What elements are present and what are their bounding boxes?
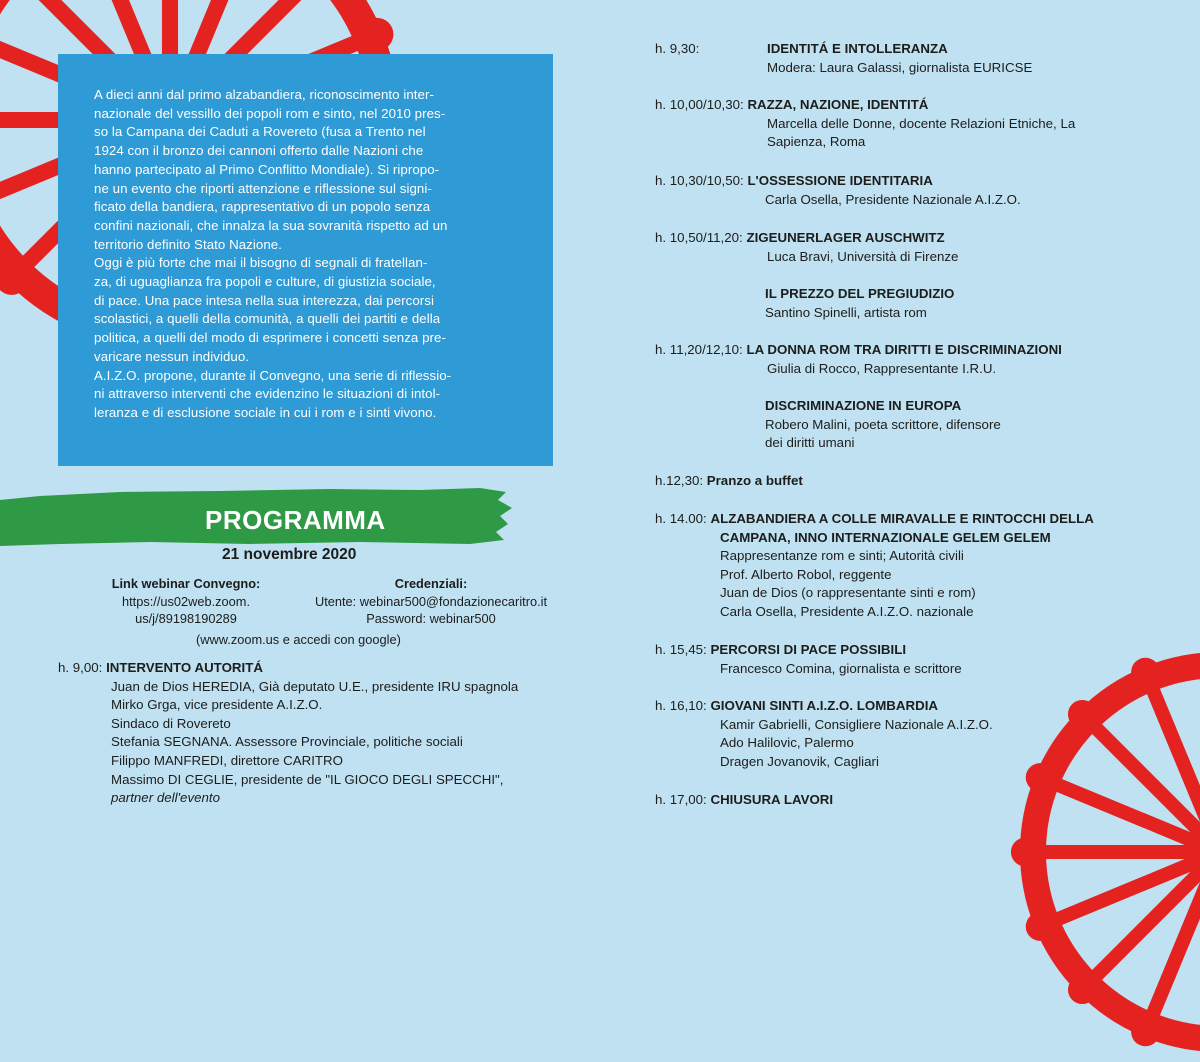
session-title: PERCORSI DI PACE POSSIBILI	[710, 642, 907, 657]
chakra-wheel-bottom-decoration	[1010, 642, 1200, 1062]
intro-line: za, di uguaglianza fra popoli e culture, di giustizia sociale,	[94, 274, 436, 290]
session-detail: Carla Osella, Presidente A.I.Z.O. nazionale	[720, 603, 974, 619]
session-detail: Santino Spinelli, artista rom	[765, 304, 927, 320]
intro-text-box	[58, 54, 553, 466]
intro-line: ne un evento che riporti attenzione e riflessione sul signi-	[94, 180, 432, 196]
speaker-line: Juan de Dios HEREDIA, Già deputato U.E., presidente IRU spagnola	[111, 678, 519, 694]
intro-line: scolastici, a quelli della comunità, a quelli dei partiti e della	[94, 311, 441, 327]
session-alzabandiera	[655, 510, 1094, 622]
session-detail: Robero Malini, poeta scrittore, difensore	[765, 416, 1001, 432]
session-title: IDENTITÁ E INTOLLERANZA	[767, 41, 948, 56]
session-time: h. 17,00:	[655, 792, 707, 807]
session-detail: Luca Bravi, Università di Firenze	[767, 248, 959, 264]
session-title: RAZZA, NAZIONE, IDENTITÁ	[747, 97, 929, 112]
session-zigeunerlager	[655, 229, 958, 266]
session-title: L'OSSESSIONE IDENTITARIA	[747, 173, 933, 188]
intro-line: leranza e di esclusione sociale in cui i rom e i sinti vivono.	[94, 404, 437, 420]
intro-line: A dieci anni dal primo alzabandiera, riconoscimento inter-	[94, 87, 434, 102]
session-detail: Sapienza, Roma	[767, 134, 866, 150]
intro-paragraph	[94, 86, 519, 423]
programma-title: PROGRAMMA	[205, 505, 386, 535]
session-title: CHIUSURA LAVORI	[710, 792, 834, 807]
session-prezzo-pregiudizio	[655, 285, 954, 322]
session-intervento-autorita	[58, 659, 518, 808]
intro-line: so la Campana dei Caduti a Rovereto (fusa a Trento nel	[94, 124, 426, 140]
programma-date: 21 novembre 2020	[222, 546, 357, 563]
session-title: Pranzo a buffet	[706, 473, 803, 488]
intro-line: politica, a quelli del modo di esprimere i concetti senza pre-	[94, 330, 446, 346]
session-title: IL PREZZO DEL PREGIUDIZIO	[765, 286, 955, 301]
session-time: h. 11,20/12,10:	[655, 342, 743, 357]
session-title: INTERVENTO AUTORITÁ	[106, 660, 263, 675]
session-time: h. 14.00:	[655, 511, 707, 526]
session-time: h.12,30:	[655, 473, 704, 488]
session-time: h. 16,10:	[655, 698, 707, 713]
session-detail: Marcella delle Donne, docente Relazioni Etniche, La	[767, 115, 1076, 131]
session-detail: Rappresentanze rom e sinti; Autorità civili	[720, 548, 964, 564]
session-time: h. 9,30:	[655, 41, 700, 56]
speaker-line: Stefania SEGNANA. Assessore Provinciale, politiche sociali	[111, 734, 463, 750]
session-pranzo	[655, 472, 803, 491]
webinar-link-url[interactable]: https://us02web.zoom.	[121, 593, 251, 609]
session-detail: Modera: Laura Galassi, giornalista EURICSE	[767, 59, 1033, 75]
session-title-cont: CAMPANA, INNO INTERNAZIONALE GELEM GELEM	[720, 529, 1051, 545]
session-detail: Juan de Dios (o rappresentante sinti e rom)	[720, 585, 976, 601]
webinar-link-block	[96, 575, 276, 628]
session-detail: Prof. Alberto Robol, reggente	[720, 566, 892, 582]
session-time: h. 10,30/10,50:	[655, 173, 744, 188]
intro-line: ficato della bandiera, rappresentativo di un popolo senza	[94, 199, 431, 215]
webinar-link-label: Link webinar Convegno:	[111, 576, 261, 591]
session-title: ZIGEUNERLAGER AUSCHWITZ	[746, 230, 945, 245]
session-discriminazione-europa	[655, 397, 1001, 453]
session-detail: dei diritti umani	[765, 435, 855, 451]
session-title: GIOVANI SINTI A.I.Z.O. LOMBARDIA	[710, 698, 938, 713]
speaker-line: Mirko Grga, vice presidente A.I.Z.O.	[111, 697, 323, 713]
session-identita-intolleranza	[655, 40, 1032, 77]
intro-line: nazionale del vessillo dei popoli rom e sinto, nel 2010 pres-	[94, 105, 446, 121]
session-razza-nazione	[655, 96, 1075, 152]
intro-line: 1924 con il bronzo dei cannoni offerto dalle Nazioni che	[94, 143, 424, 159]
session-giovani-sinti	[655, 697, 993, 771]
speaker-list	[111, 678, 518, 808]
session-title: DISCRIMINAZIONE IN EUROPA	[765, 398, 962, 413]
intro-line: hanno partecipato al Primo Conflitto Mondiale). Si ripropo-	[94, 161, 440, 177]
session-detail: Francesco Comina, giornalista e scrittore	[720, 660, 962, 676]
intro-line: varicare nessun individuo.	[94, 348, 250, 364]
credentials-user: Utente: webinar500@fondazionecaritro.it	[314, 593, 548, 609]
session-detail: Carla Osella, Presidente Nazionale A.I.Z.O.	[765, 191, 1021, 207]
intro-line: di pace. Una pace intesa nella sua interezza, dai percorsi	[94, 292, 434, 308]
session-percorsi-pace	[655, 641, 962, 678]
credentials-block	[296, 575, 566, 628]
zoom-note: (www.zoom.us e accedi con google)	[196, 632, 401, 647]
speaker-line: Filippo MANFREDI, direttore CARITRO	[111, 752, 344, 768]
session-time: h. 15,45:	[655, 642, 707, 657]
session-time: h. 10,00/10,30:	[655, 97, 744, 112]
session-chiusura	[655, 791, 833, 810]
credentials-password: Password: webinar500	[366, 611, 496, 626]
intro-line: ni attraverso interventi che evidenzino le situazioni di intol-	[94, 386, 441, 402]
session-time: h. 9,00:	[58, 660, 103, 675]
speaker-line: Massimo DI CEGLIE, presidente de "IL GIOCO DEGLI SPECCHI",	[111, 771, 504, 787]
session-title: LA DONNA ROM TRA DIRITTI E DISCRIMINAZIONI	[746, 342, 1062, 357]
session-detail: Giulia di Rocco, Rappresentante I.R.U.	[767, 360, 997, 376]
session-detail: Dragen Jovanovik, Cagliari	[720, 753, 879, 769]
speaker-line: Sindaco di Rovereto	[111, 715, 231, 731]
session-time: h. 10,50/11,20:	[655, 230, 743, 245]
session-ossessione-identitaria	[655, 172, 1021, 209]
webinar-link-url-cont[interactable]: us/j/89198190289	[135, 611, 237, 626]
session-donna-rom	[655, 341, 1062, 378]
intro-line: territorio definito Stato Nazione.	[94, 236, 282, 252]
session-detail: Ado Halilovic, Palermo	[720, 735, 854, 751]
credentials-label: Credenziali:	[394, 576, 468, 591]
session-title: ALZABANDIERA A COLLE MIRAVALLE E RINTOCCHI DELLA	[710, 511, 1094, 526]
session-detail: Kamir Gabrielli, Consigliere Nazionale A.I.Z.O.	[720, 716, 993, 732]
intro-line: A.I.Z.O. propone, durante il Convegno, una serie di riflessio-	[94, 367, 452, 383]
speaker-line-italic: partner dell'evento	[111, 790, 220, 806]
intro-line: Oggi è più forte che mai il bisogno di segnali di fratellan-	[94, 255, 428, 271]
intro-line: confini nazionali, che innalza la sua sovranità rispetto ad un	[94, 217, 448, 233]
